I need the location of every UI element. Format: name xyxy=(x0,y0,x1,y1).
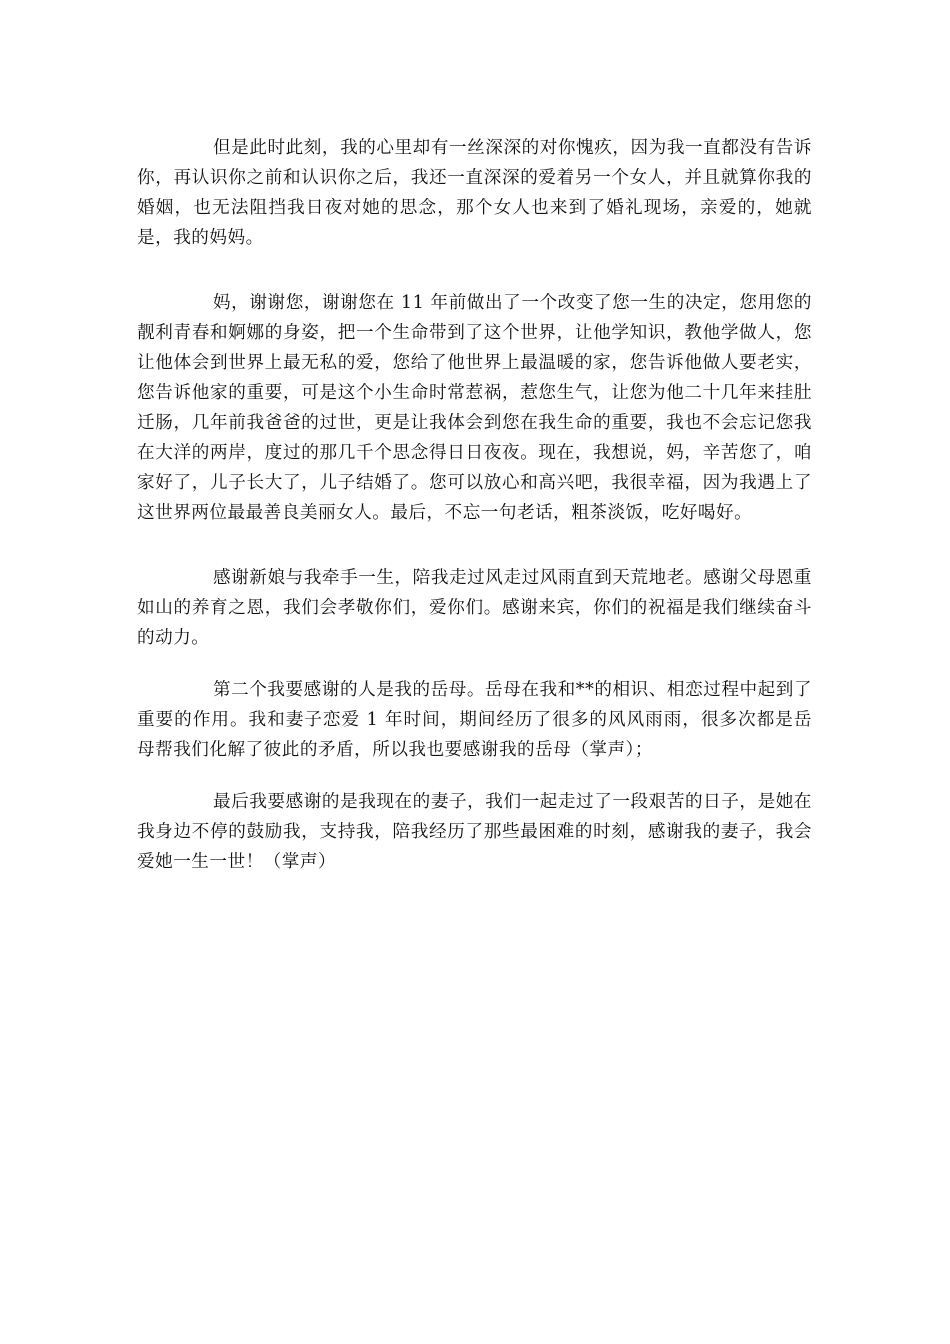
paragraph-thanks-bride-parents-guests: 感谢新娘与我牵手一生，陪我走过风走过风雨直到天荒地老。感谢父母恩重如山的养育之恩，我们会孝敬你们，爱你们。感谢来宾，你们的祝福是我们继续奋斗的动力。 xyxy=(137,568,812,648)
paragraph-confession: 但是此时此刻，我的心里却有一丝深深的对你愧疚，因为我一直都没有告诉你，再认识你之前和认识你之后，我还一直深深的爱着另一个女人，并且就算你我的婚姻，也无法阻挡我日夜对她的思念，那个女人也来到了婚礼现场，亲爱的，她就是，我的妈妈。 xyxy=(137,138,812,248)
paragraph-thanks-mother-in-law: 第二个我要感谢的人是我的岳母。岳母在我和**的相识、相恋过程中起到了重要的作用。我和妻子恋爱 1 年时间，期间经历了很多的风风雨雨，很多次都是岳母帮我们化解了彼此的矛盾，所以我也要感谢我的岳母（掌声）； xyxy=(137,680,812,760)
paragraph-thanks-mother: 妈，谢谢您，谢谢您在 11 年前做出了一个改变了您一生的决定，您用您的靓利青春和婀娜的身姿，把一个生命带到了这个世界，让他学知识，教他学做人，您让他体会到世界上最无私的爱，您给了他世界上最温暖的家，您告诉他做人要老实，您告诉他家的重要，可是这个小生命时常惹祸，惹您生气，让您为他二十几年来挂肚迁肠，几年前我爸爸的过世，更是让我体会到您在我生命的重要，我也不会忘记您我在大洋的两岸，度过的那几千个思念得日日夜夜。现在，我想说，妈，辛苦您了，咱家好了，儿子长大了，儿子结婚了。您可以放心和高兴吧，我很幸福，因为我遇上了这世界两位最最善良美丽女人。最后，不忘一句老话，粗茶淡饭，吃好喝好。 xyxy=(137,293,812,523)
document-body xyxy=(137,133,812,899)
paragraph-thanks-wife: 最后我要感谢的是我现在的妻子，我们一起走过了一段艰苦的日子，是她在我身边不停的鼓励我，支持我，陪我经历了那些最困难的时刻，感谢我的妻子，我会爱她一生一世！（掌声） xyxy=(137,792,812,872)
